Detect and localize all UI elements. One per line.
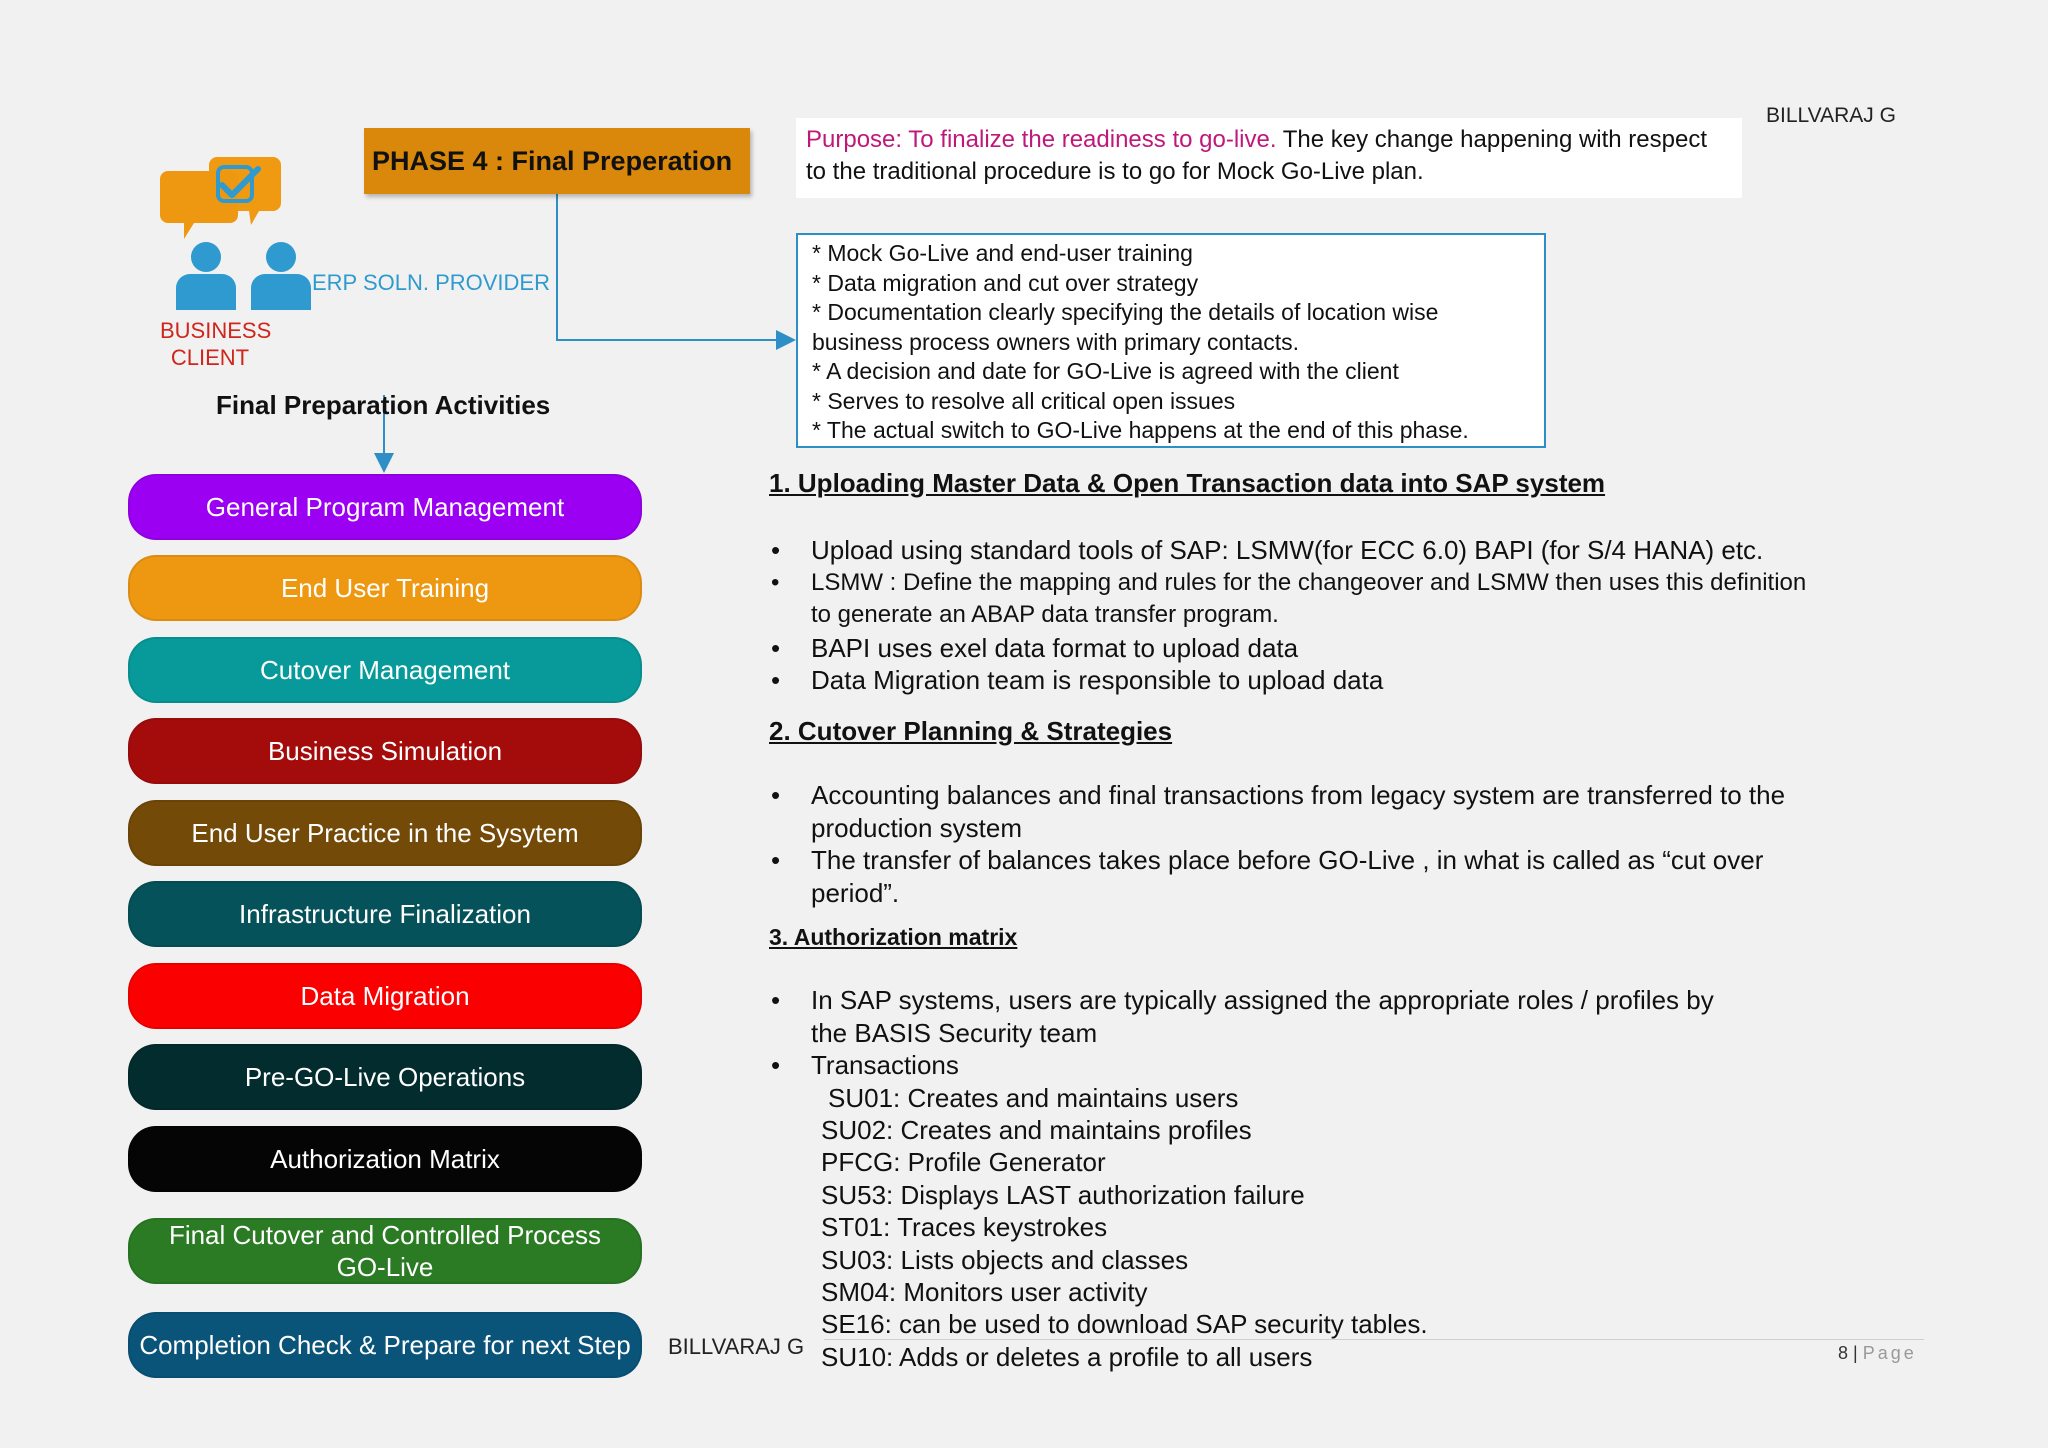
- transaction-item: SM04: Monitors user activity: [821, 1277, 1148, 1308]
- page-word: Page: [1862, 1343, 1917, 1363]
- list-item: [769, 534, 1869, 567]
- transaction-item: SU01: Creates and maintains users: [828, 1083, 1239, 1113]
- bullet-icon: •: [771, 665, 781, 695]
- section-cutover-list: [769, 779, 1819, 909]
- key-point: * Serves to resolve all critical open issues: [812, 387, 1236, 414]
- transaction-list-continued: [821, 1114, 1428, 1373]
- activities-title: Final Preparation Activities: [216, 390, 551, 420]
- list-item-text: Transactions: [811, 1050, 959, 1080]
- list-item-text: Data Migration team is responsible to upload data: [811, 665, 1384, 695]
- list-item-text: Accounting balances and final transactions from legacy system are transferred to the production system: [811, 780, 1786, 843]
- list-item: [769, 1049, 1749, 1082]
- bullet-icon: •: [771, 535, 781, 565]
- activity-authorization-matrix: Authorization Matrix: [128, 1126, 642, 1192]
- activity-completion-check: Completion Check & Prepare for next Step: [128, 1312, 642, 1378]
- author-name-bottom: BILLVARAJ G: [668, 1334, 805, 1359]
- list-item-text: The transfer of balances takes place before GO-Live , in what is called as “cut over period”.: [811, 845, 1764, 908]
- purpose-box: [796, 118, 1742, 198]
- purpose-body: The key change happening with respect to the traditional procedure is to go for Mock Go-Live plan.: [806, 126, 1708, 185]
- chat-checkmark-icon: [160, 157, 281, 239]
- activity-general-program-management: General Program Management: [128, 474, 642, 540]
- transaction-item: SU10: Adds or deletes a profile to all users: [821, 1341, 1313, 1372]
- list-item: [769, 779, 1819, 844]
- transaction-item: ST01: Traces keystrokes: [821, 1212, 1108, 1243]
- page-number-value: 8: [1838, 1343, 1849, 1363]
- phase-title: PHASE 4 : Final Preperation: [372, 145, 733, 176]
- list-item: [769, 844, 1791, 909]
- client-provider-illustration: [160, 155, 330, 310]
- client-label-line: BUSINESS: [160, 318, 272, 343]
- transaction-item: SU02: Creates and maintains profiles: [821, 1115, 1252, 1145]
- client-label-line: CLIENT: [170, 345, 250, 370]
- bullet-icon: •: [771, 985, 781, 1015]
- bullet-icon: •: [771, 845, 781, 875]
- transaction-item: SU53: Displays LAST authorization failure: [821, 1179, 1305, 1210]
- activity-end-user-training: End User Training: [128, 555, 642, 621]
- footer-divider: [824, 1339, 1924, 1340]
- section-authorization-list: [769, 984, 1749, 1082]
- list-item-text: BAPI uses exel data format to upload data: [811, 632, 1299, 663]
- activity-cutover-management: Cutover Management: [128, 637, 642, 703]
- bullet-icon: •: [771, 780, 781, 810]
- key-point: * Documentation clearly specifying the details of location wise: [812, 299, 1439, 325]
- transaction-item: PFCG: Profile Generator: [821, 1147, 1106, 1178]
- section-heading-authorization: 3. Authorization matrix: [769, 924, 1018, 950]
- activity-business-simulation: Business Simulation: [128, 718, 642, 784]
- page-number-separator: |: [1848, 1343, 1863, 1363]
- people-icon: [176, 242, 311, 310]
- list-item: [769, 632, 1869, 665]
- purpose-lead: Purpose: To finalize the readiness to go-live.: [806, 126, 1277, 153]
- section-heading-uploading: 1. Uploading Master Data & Open Transaction data into SAP system: [769, 468, 1606, 498]
- key-point: * Mock Go-Live and end-user training: [812, 240, 1193, 266]
- transaction-item: SE16: can be used to download SAP security tables.: [821, 1309, 1428, 1340]
- key-points-box: [796, 233, 1546, 448]
- section-uploading-list: [769, 534, 1869, 697]
- activity-pre-go-live-operations: Pre-GO-Live Operations: [128, 1044, 642, 1110]
- section-heading-cutover: 2. Cutover Planning & Strategies: [769, 716, 1173, 746]
- transaction-list: [828, 1082, 1238, 1114]
- page-number: [1838, 1343, 1917, 1364]
- list-item: [769, 567, 1811, 632]
- bullet-icon: •: [771, 632, 781, 663]
- key-point: * The actual switch to GO-Live happens at the end of this phase.: [812, 417, 1469, 443]
- activity-final-cutover-go-live: Final Cutover and Controlled Process GO-Live: [128, 1218, 642, 1284]
- transaction-item: SU03: Lists objects and classes: [821, 1244, 1189, 1275]
- phase-title-box: [364, 128, 750, 194]
- list-item-text: Upload using standard tools of SAP: LSMW(for ECC 6.0) BAPI (for S/4 HANA) etc.: [811, 535, 1764, 565]
- list-item-text: In SAP systems, users are typically assigned the appropriate roles / profiles by the BASIS Security team: [811, 985, 1714, 1048]
- key-point: * Data migration and cut over strategy: [812, 269, 1199, 296]
- list-item: [769, 664, 1869, 697]
- key-point: business process owners with primary contacts.: [812, 328, 1300, 355]
- list-item: [769, 984, 1731, 1049]
- bullet-icon: •: [771, 1050, 781, 1080]
- key-point: * A decision and date for GO-Live is agreed with the client: [812, 358, 1399, 384]
- business-client-label: [160, 317, 272, 371]
- activity-infrastructure-finalization: Infrastructure Finalization: [128, 881, 642, 947]
- activity-data-migration: Data Migration: [128, 963, 642, 1029]
- bullet-icon: •: [771, 568, 780, 596]
- erp-provider-label: ERP SOLN. PROVIDER: [312, 270, 550, 295]
- author-name-top: BILLVARAJ G: [1766, 104, 1896, 127]
- list-item-text: LSMW : Define the mapping and rules for the changeover and LSMW then uses this definition to generate an ABAP data transfer program.: [811, 568, 1807, 628]
- activity-end-user-practice: End User Practice in the Sysytem: [128, 800, 642, 866]
